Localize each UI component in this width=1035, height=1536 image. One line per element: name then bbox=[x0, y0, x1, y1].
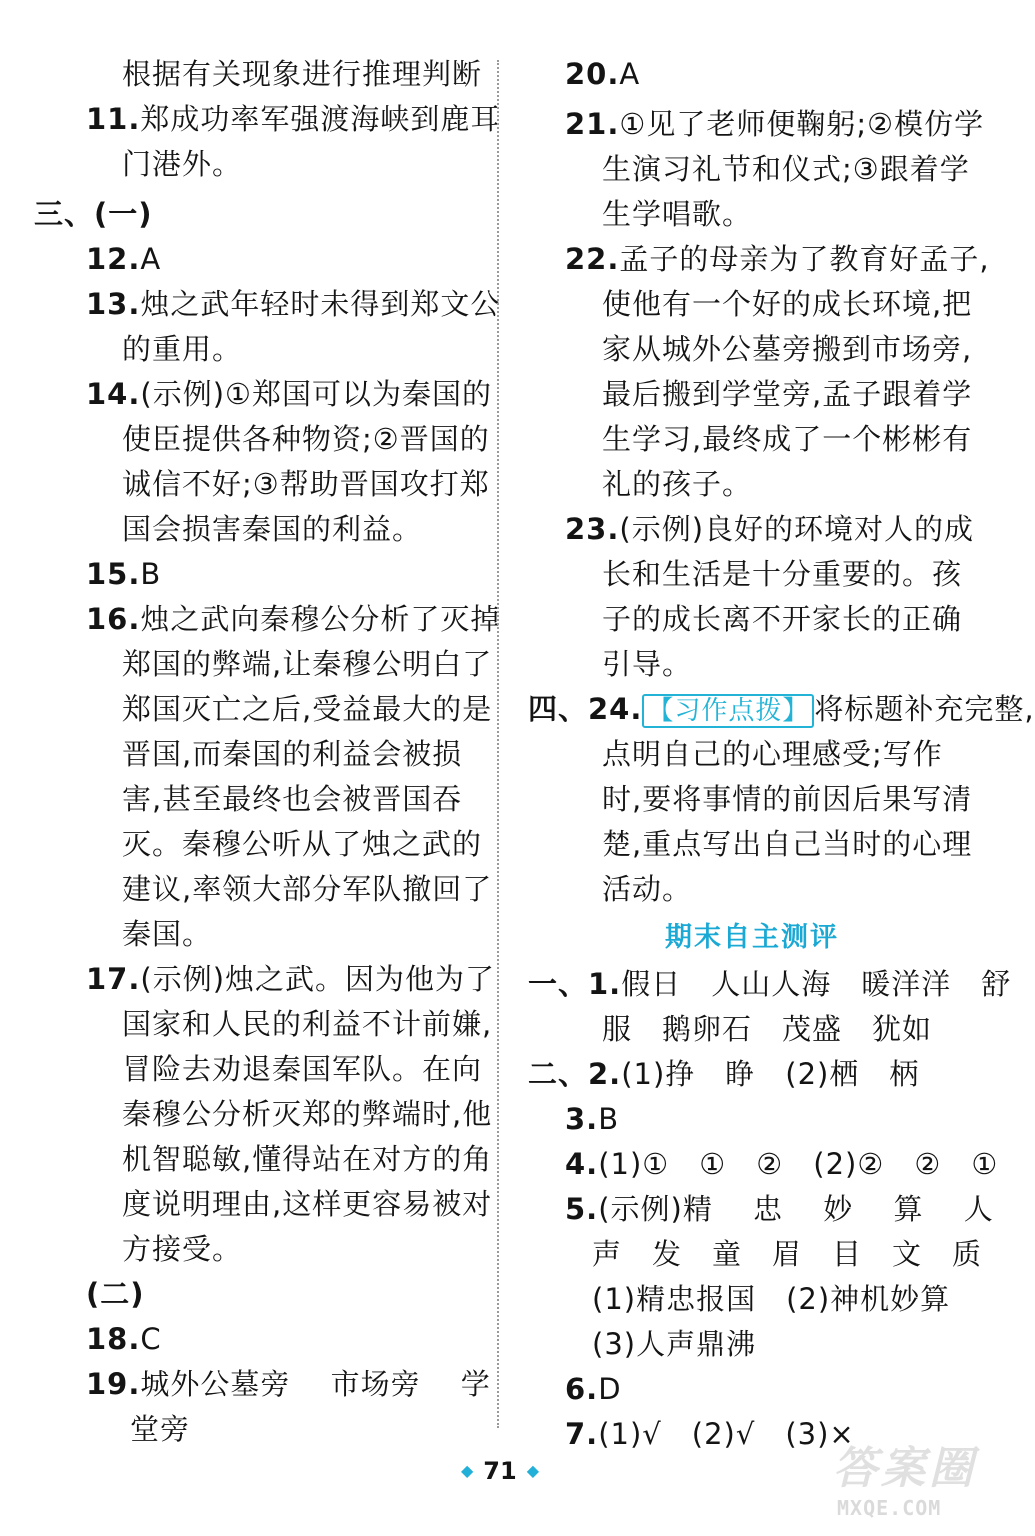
answer-text: 郑成功率军强渡海峡到鹿耳 bbox=[140, 102, 501, 136]
answer-line: 点明自己的心理感受;写作 bbox=[602, 737, 943, 771]
answer-line: 诚信不好;③帮助晋国攻打郑 bbox=[122, 467, 490, 501]
answer-20 bbox=[565, 54, 640, 94]
section-heading-3-1: 三、(一) bbox=[34, 197, 153, 231]
question-number: 13. bbox=[86, 287, 141, 321]
answer-22 bbox=[565, 239, 990, 279]
answer-7 bbox=[565, 1414, 855, 1454]
answer-line: 秦穆公分析灭郑的弊端时,他 bbox=[122, 1097, 493, 1131]
answer-line: 子的成长离不开家长的正确 bbox=[602, 602, 963, 636]
answer-line: 楚,重点写出自己当时的心理 bbox=[602, 827, 973, 861]
question-number: 17. bbox=[86, 962, 141, 996]
answer-21 bbox=[565, 104, 984, 144]
answer-23 bbox=[565, 509, 974, 549]
answer-text: ①见了老师便鞠躬;②模仿学 bbox=[619, 107, 985, 141]
answer-text: B bbox=[140, 557, 162, 591]
answer-24 bbox=[528, 689, 1035, 731]
question-number: 一、1. bbox=[528, 967, 622, 1001]
answer-line: 最后搬到学堂旁,孟子跟着学 bbox=[602, 377, 973, 411]
answer-line: 生演习礼节和仪式;③跟着学 bbox=[602, 152, 970, 186]
answer-line: 长和生活是十分重要的。孩 bbox=[602, 557, 963, 591]
question-number: 20. bbox=[565, 57, 620, 91]
answer-line: 机智聪敏,懂得站在对方的角 bbox=[122, 1142, 493, 1176]
question-number: 15. bbox=[86, 557, 141, 591]
question-number: 5. bbox=[565, 1192, 599, 1226]
question-number: 18. bbox=[86, 1322, 141, 1356]
answer-line: 国会损害秦国的利益。 bbox=[122, 512, 423, 546]
question-number: 22. bbox=[565, 242, 620, 276]
answer-line: 活动。 bbox=[602, 872, 693, 906]
answer-line: 灭。秦穆公听从了烛之武的 bbox=[122, 827, 483, 861]
question-number: 7. bbox=[565, 1417, 599, 1451]
answer-text: (示例)良好的环境对人的成 bbox=[619, 512, 975, 546]
writing-tip-tag: 【习作点拨】 bbox=[642, 694, 814, 728]
answer-line: (1)精忠报国 (2)神机妙算 bbox=[592, 1282, 951, 1316]
answer-line: 根据有关现象进行推理判断 bbox=[122, 57, 483, 91]
answer-6 bbox=[565, 1369, 622, 1409]
page-number-text: 71 bbox=[483, 1457, 517, 1485]
answer-4 bbox=[565, 1144, 998, 1184]
question-number: 12. bbox=[86, 242, 141, 276]
answer-text: (示例)烛之武。因为他为了 bbox=[140, 962, 496, 996]
answer-text: (1)挣 睁 (2)栖 柄 bbox=[621, 1057, 920, 1091]
answer-line: 时,要将事情的前因后果写清 bbox=[602, 782, 973, 816]
answer-line: 生学唱歌。 bbox=[602, 197, 753, 231]
answer-line: 害,甚至最终也会被晋国吞 bbox=[122, 782, 463, 816]
answer-line: 生学习,最终成了一个彬彬有 bbox=[602, 422, 973, 456]
answer-line: 使臣提供各种物资;②晋国的 bbox=[122, 422, 490, 456]
answer-line: 的重用。 bbox=[122, 332, 243, 366]
answer-5 bbox=[565, 1189, 994, 1229]
answer-18 bbox=[86, 1319, 162, 1359]
question-number: 16. bbox=[86, 602, 141, 636]
answer-line: 晋国,而秦国的利益会被损 bbox=[122, 737, 463, 771]
answer-text: A bbox=[619, 57, 641, 91]
question-number: 6. bbox=[565, 1372, 599, 1406]
answer-line: 堂旁 bbox=[130, 1412, 191, 1446]
page-dot-left-icon: ◆ bbox=[460, 1461, 474, 1480]
answer-text: (1)√ (2)√ (3)× bbox=[598, 1417, 855, 1451]
answer-2 bbox=[528, 1054, 919, 1094]
answer-line: 服 鹅卵石 茂盛 犹如 bbox=[602, 1012, 933, 1046]
answer-15 bbox=[86, 554, 161, 594]
answer-line: 声 发 童 眉 目 文 质 bbox=[592, 1237, 983, 1271]
page-dot-right-icon: ◆ bbox=[526, 1461, 540, 1480]
answer-line: 门港外。 bbox=[122, 147, 243, 181]
answer-text: 烛之武年轻时未得到郑文公 bbox=[140, 287, 501, 321]
answer-17 bbox=[86, 959, 495, 999]
answer-12 bbox=[86, 239, 161, 279]
answer-13 bbox=[86, 284, 500, 324]
answer-line: 建议,率领大部分军队撤回了 bbox=[122, 872, 493, 906]
section-title: 期末自主测评 bbox=[665, 922, 839, 953]
question-number: 19. bbox=[86, 1367, 141, 1401]
answer-16 bbox=[86, 599, 500, 639]
answer-line: 度说明理由,这样更容易被对 bbox=[122, 1187, 493, 1221]
question-number: 21. bbox=[565, 107, 620, 141]
answer-text: (1)① ① ② (2)② ② ① bbox=[598, 1147, 999, 1181]
answer-text: C bbox=[140, 1322, 162, 1356]
answer-text: D bbox=[598, 1372, 622, 1406]
question-number: 14. bbox=[86, 377, 141, 411]
question-number: 四、24. bbox=[528, 692, 643, 726]
answer-text: 烛之武向秦穆公分析了灭掉 bbox=[140, 602, 501, 636]
answer-14 bbox=[86, 374, 492, 414]
question-number: 23. bbox=[565, 512, 620, 546]
answer-line: 家从城外公墓旁搬到市场旁, bbox=[602, 332, 973, 366]
column-divider bbox=[497, 60, 499, 1428]
answer-text: 将标题补充完整, bbox=[814, 692, 1035, 726]
answer-text: B bbox=[598, 1102, 620, 1136]
answer-text: 城外公墓旁 市场旁 学 bbox=[140, 1367, 491, 1401]
answer-text: 假日 人山人海 暖洋洋 舒 bbox=[621, 967, 1012, 1001]
watermark-main-text: 答案圈 bbox=[833, 1443, 977, 1494]
answer-1 bbox=[528, 964, 1011, 1004]
answer-11 bbox=[86, 99, 500, 139]
section-heading-3-2: (二) bbox=[86, 1277, 145, 1311]
answer-line: 引导。 bbox=[602, 647, 693, 681]
answer-text: A bbox=[140, 242, 162, 276]
answer-3 bbox=[565, 1099, 619, 1139]
answer-line: 礼的孩子。 bbox=[602, 467, 753, 501]
answer-line: (3)人声鼎沸 bbox=[592, 1327, 757, 1361]
answer-line: 郑国的弊端,让秦穆公明白了 bbox=[122, 647, 493, 681]
answer-line: 方接受。 bbox=[122, 1232, 243, 1266]
answer-text: (示例)①郑国可以为秦国的 bbox=[140, 377, 493, 411]
answer-line: 冒险去劝退秦国军队。在向 bbox=[122, 1052, 483, 1086]
question-number: 4. bbox=[565, 1147, 599, 1181]
question-number: 3. bbox=[565, 1102, 599, 1136]
watermark-site-text: MXQE.COM bbox=[837, 1496, 942, 1520]
answer-text: 孟子的母亲为了教育好孟子, bbox=[619, 242, 990, 276]
answer-text: (示例)精 忠 妙 算 人 bbox=[598, 1192, 994, 1226]
answer-line: 国家和人民的利益不计前嫌, bbox=[122, 1007, 493, 1041]
answer-line: 秦国。 bbox=[122, 917, 213, 951]
question-number: 二、2. bbox=[528, 1057, 622, 1091]
answer-line: 郑国灭亡之后,受益最大的是 bbox=[122, 692, 493, 726]
question-number: 11. bbox=[86, 102, 141, 136]
watermark-logo bbox=[823, 1432, 993, 1532]
answer-line: 使他有一个好的成长环境,把 bbox=[602, 287, 973, 321]
answer-19 bbox=[86, 1364, 491, 1404]
